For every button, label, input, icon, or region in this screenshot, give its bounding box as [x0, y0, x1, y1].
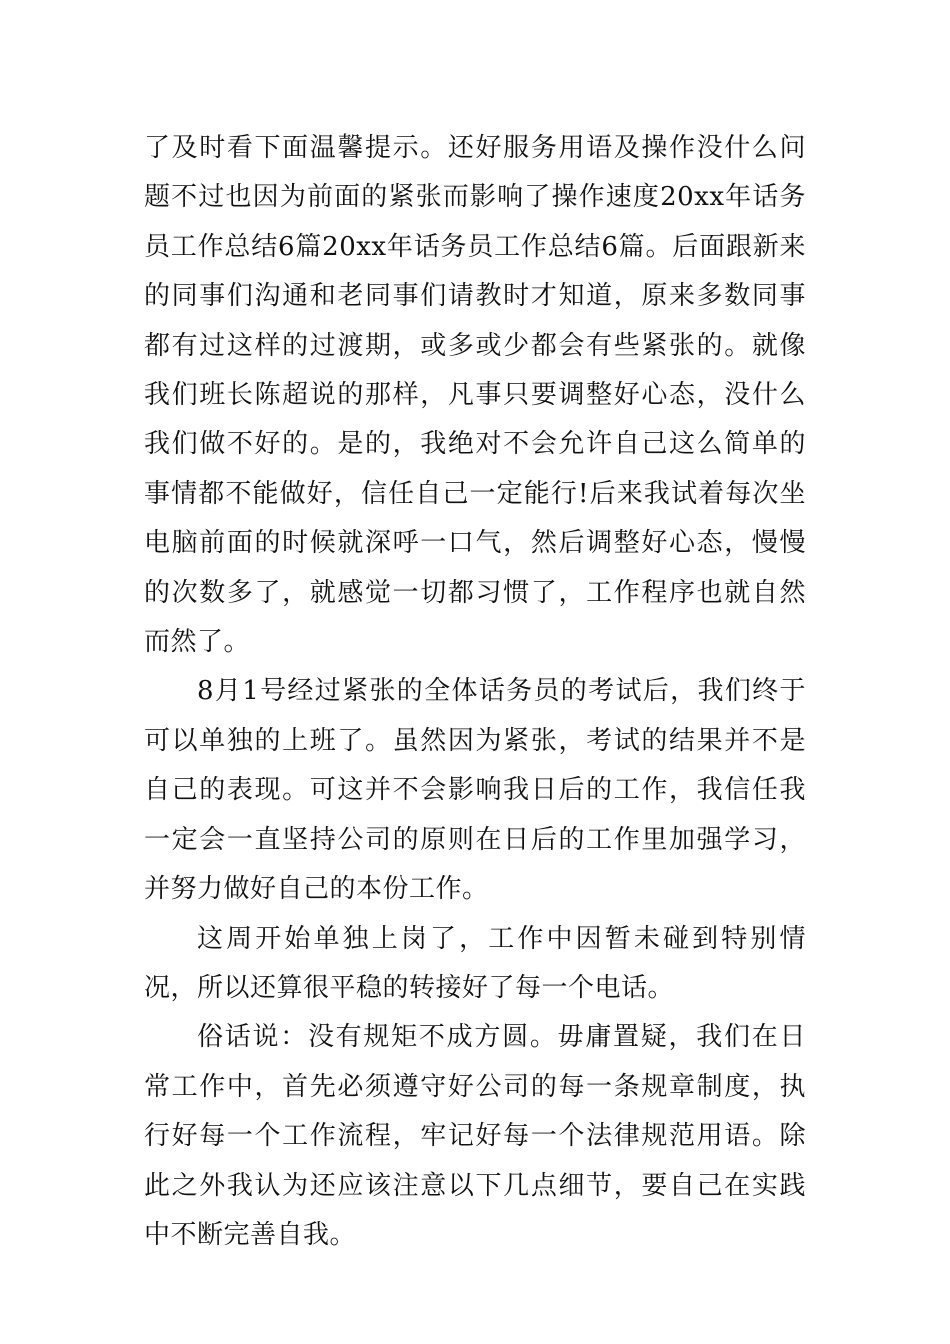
- document-body: [144, 124, 806, 1260]
- paragraph-3: 这周开始单独上岗了，工作中因暂未碰到特别情况，所以还算很平稳的转接好了每一个电话。: [144, 923, 806, 1003]
- paragraph-4: 俗话说：没有规矩不成方圆。毋庸置疑，我们在日常工作中，首先必须遵守好公司的每一条规章制度，执行好每一个工作流程，牢记好每一个法律规范用语。除此之外我认为还应该注意以下几点细节，要自己在实践中不断完善自我。: [144, 1022, 806, 1250]
- paragraph-2: 8月1号经过紧张的全体话务员的考试后，我们终于可以单独的上班了。虽然因为紧张，考试的结果并不是自己的表现。可这并不会影响我日后的工作，我信任我一定会一直坚持公司的原则在日后的工作里加强学习，并努力做好自己的本份工作。: [144, 676, 806, 905]
- paragraph-1: 了及时看下面温馨提示。还好服务用语及操作没什么问题不过也因为前面的紧张而影响了操作速度20xx年话务员工作总结6篇20xx年话务员工作总结6篇。后面跟新来的同事们沟通和老同事们请教时才知道，原来多数同事都有过这样的过渡期，或多或少都会有些紧张的。就像我们班长陈超说的那样，凡事只要调整好心态，没什么我们做不好的。是的，我绝对不会允许自己这么简单的事情都不能做好，信任自己一定能行!后来我试着每次坐电脑前面的时候就深呼一口气，然后调整好心态，慢慢的次数多了，就感觉一切都习惯了，工作程序也就自然而然了。: [144, 133, 806, 658]
